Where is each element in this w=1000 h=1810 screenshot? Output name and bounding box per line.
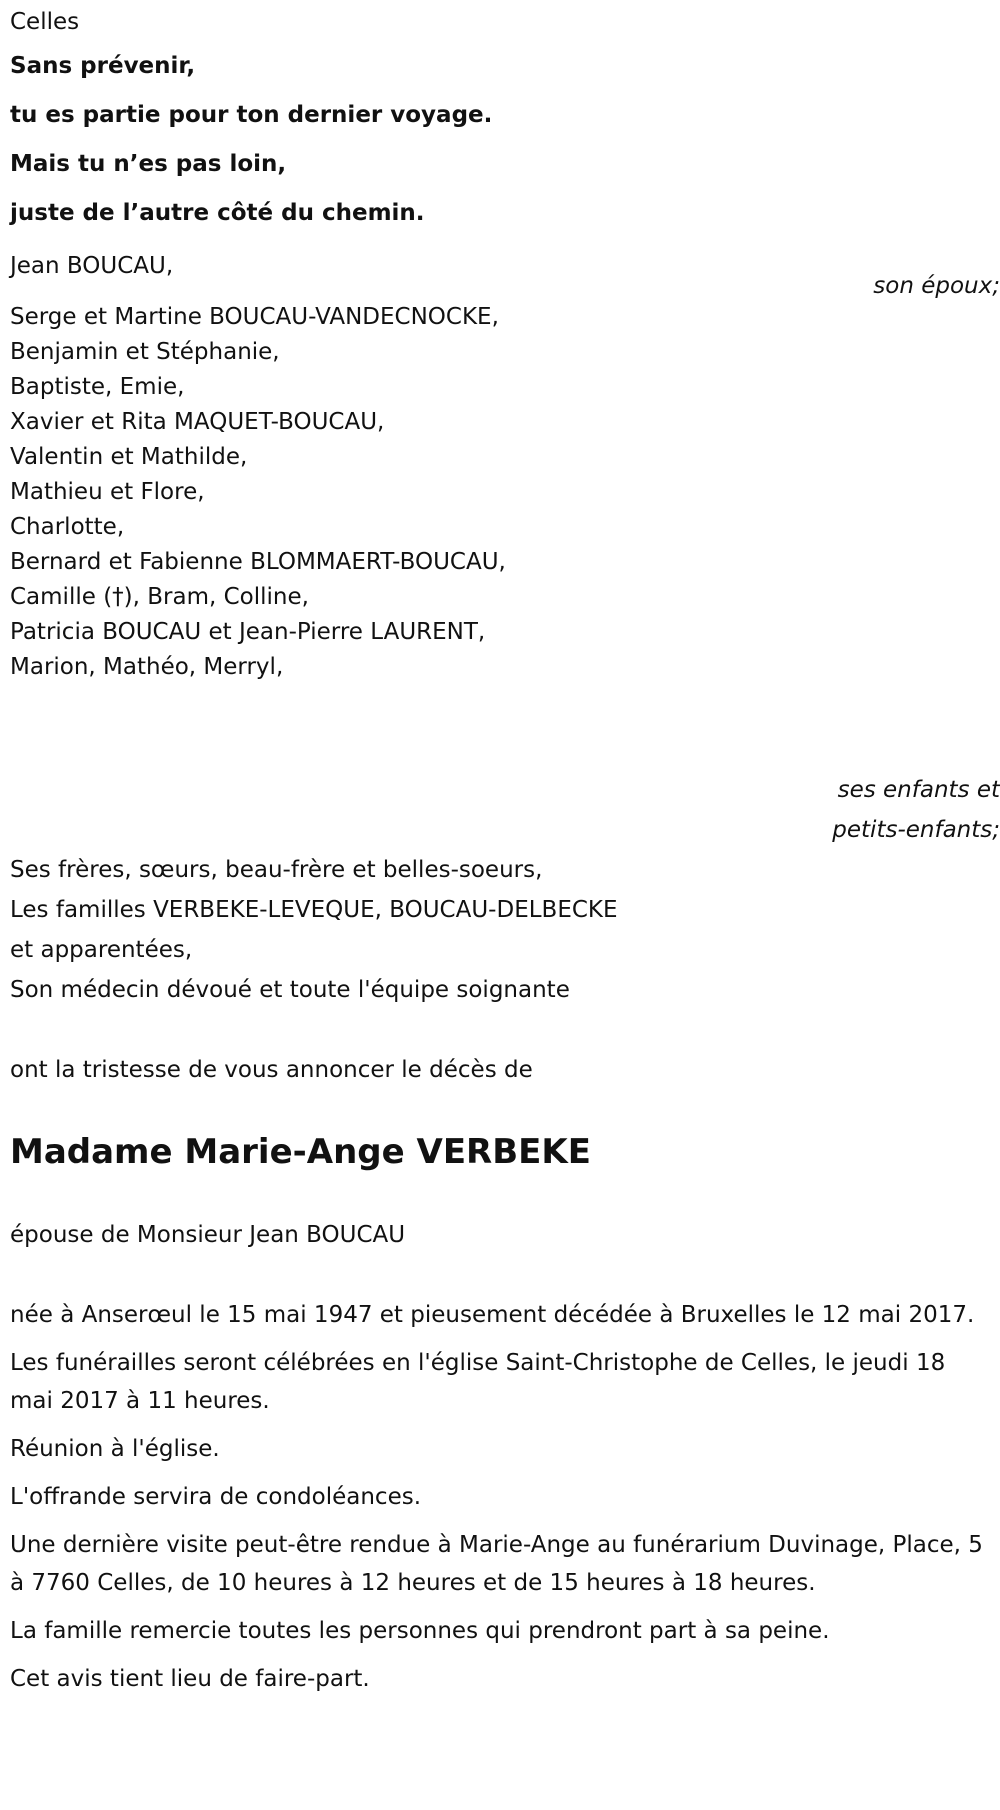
children-item: Benjamin et Stéphanie, [10, 339, 280, 365]
announcement [10, 1050, 533, 1090]
children-item: Camille (†), Bram, Colline, [10, 584, 309, 610]
poem [10, 42, 492, 238]
children-role-line: petits-enfants; [832, 817, 1000, 843]
poem-line: Sans prévenir, [10, 53, 196, 79]
children-item: Baptiste, Emie, [10, 374, 185, 400]
children-item: Charlotte, [10, 514, 125, 540]
spouse-block [10, 246, 173, 286]
poem-line: juste de l’autre côté du chemin. [10, 200, 425, 226]
children-item: Valentin et Mathilde, [10, 444, 248, 470]
detail-paragraph: L'offrande servira de condoléances. [10, 1484, 422, 1510]
detail-paragraph: Réunion à l'église. [10, 1436, 220, 1462]
children-item: Serge et Martine BOUCAU-VANDECNOCKE, [10, 304, 499, 330]
detail-paragraph: Les funérailles seront célébrées en l'église Saint-Christophe de Celles, le jeudi 18 mai 2017 à 11 heures. [10, 1350, 946, 1414]
poem-line: Mais tu n’es pas loin, [10, 151, 287, 177]
children-role [600, 770, 1000, 850]
deceased-name: Madame Marie-Ange VERBEKE [10, 1132, 591, 1172]
children-item: Bernard et Fabienne BLOMMAERT-BOUCAU, [10, 549, 506, 575]
relatives-line: et apparentées, [10, 937, 193, 963]
detail-paragraph: La famille remercie toutes les personnes qui prendront part à sa peine. [10, 1618, 830, 1644]
details [10, 1296, 990, 1698]
children-list [10, 300, 506, 685]
other-relatives [10, 850, 618, 1010]
detail-paragraph: Cet avis tient lieu de faire-part. [10, 1666, 370, 1692]
announcement-text: ont la tristesse de vous annoncer le décès de [10, 1057, 533, 1083]
spouse-role [600, 266, 1000, 306]
children-role-line: ses enfants et [837, 777, 1000, 803]
spouse-of [10, 1215, 405, 1255]
spouse-name: Jean BOUCAU, [10, 253, 174, 279]
detail-paragraph: née à Anserœul le 15 mai 1947 et pieusement décédée à Bruxelles le 12 mai 2017. [10, 1302, 975, 1328]
detail-paragraph: Une dernière visite peut-être rendue à Marie-Ange au funérarium Duvinage, Place, 5 à 7760 Celles, de 10 heures à 12 heures et de 15 heures à 18 heures. [10, 1532, 983, 1596]
children-item: Marion, Mathéo, Merryl, [10, 654, 284, 680]
children-item: Mathieu et Flore, [10, 479, 205, 505]
poem-line: tu es partie pour ton dernier voyage. [10, 102, 493, 128]
spouse-role-text: son époux; [873, 273, 1000, 299]
spouse-of-text: épouse de Monsieur Jean BOUCAU [10, 1222, 406, 1248]
relatives-line: Les familles VERBEKE-LEVEQUE, BOUCAU-DELBECKE [10, 897, 618, 923]
children-item: Xavier et Rita MAQUET-BOUCAU, [10, 409, 385, 435]
relatives-line: Son médecin dévoué et toute l'équipe soignante [10, 977, 570, 1003]
location-text: Celles [10, 9, 80, 35]
children-item: Patricia BOUCAU et Jean-Pierre LAURENT, [10, 619, 486, 645]
location [10, 2, 79, 42]
relatives-line: Ses frères, sœurs, beau-frère et belles-soeurs, [10, 857, 543, 883]
